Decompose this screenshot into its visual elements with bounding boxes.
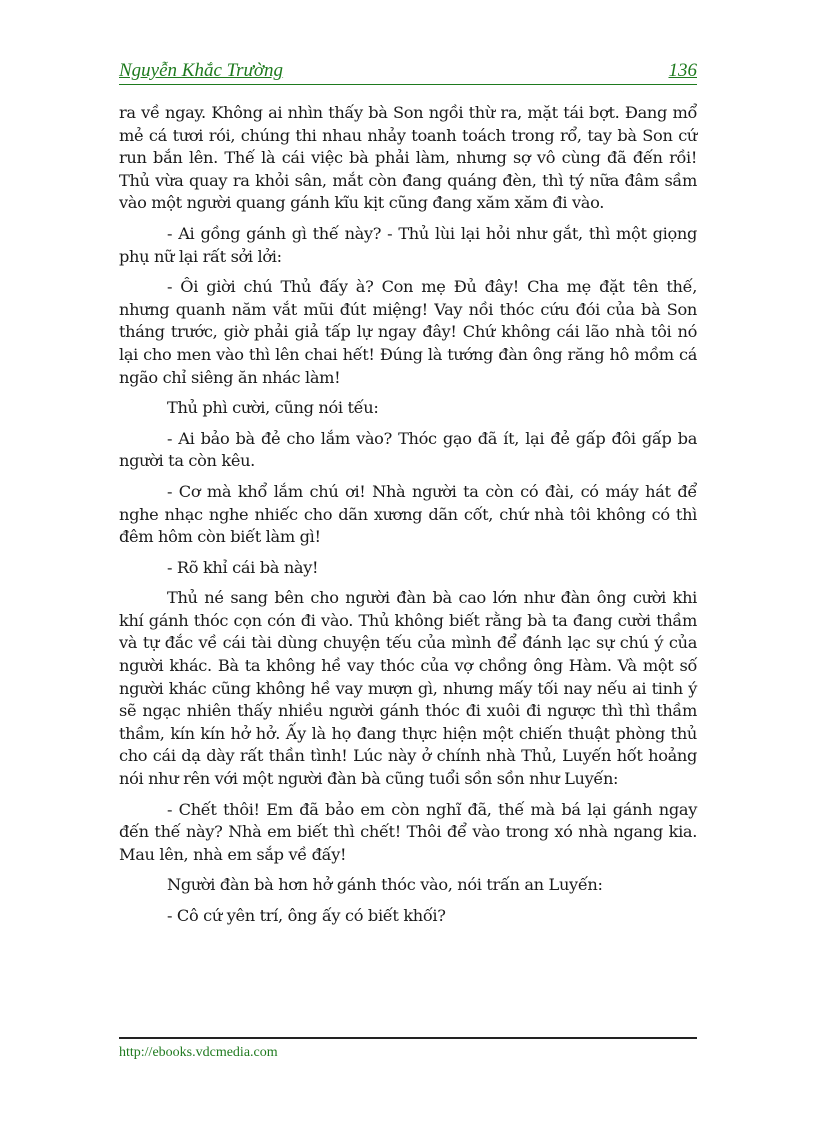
paragraph: Thủ phì cười, cũng nói tếu:	[167, 398, 379, 418]
paragraph: ra về ngay. Không ai nhìn thấy bà Son ngồi thừ ra, mặt tái bợt. Đang mổ mẻ cá tươi rói, chúng thi nhau nhảy toanh toách trong rổ, tay bà Son cứ run bắn lên. Thế là cái việc bà phải làm, nhưng sợ vô cùng đã đến rồi! Thủ vừa quay ra khỏi sân, mắt còn đang quáng đèn, thì tý nữa đâm sầm vào một người quang gánh kĩu kịt cũng đang xăm xăm đi vào.	[119, 103, 697, 213]
paragraph: Người đàn bà hơn hở gánh thóc vào, nói trấn an Luyến:	[167, 875, 603, 895]
page-body	[119, 102, 697, 936]
paragraph: - Ôi giời chú Thủ đấy à? Con mẹ Đủ đây! Cha mẹ đặt tên thế, nhưng quanh năm vắt mũi đút miệng! Vay nồi thóc cứu đói của bà Son tháng trước, giờ phải giả tấp lự ngay đây! Chứ không cái lão nhà tôi nó lại cho men vào thì lên chai hết! Đúng là tướng đàn ông răng hô mồm cá ngão chỉ siêng ăn nhác làm!	[119, 277, 697, 387]
page-header	[119, 60, 697, 85]
page-number: 136	[668, 60, 697, 81]
footer-url[interactable]: http://ebooks.vdcmedia.com	[119, 1045, 278, 1060]
paragraph: - Cô cứ yên trí, ông ấy có biết khối?	[167, 906, 446, 925]
footer-divider	[119, 1037, 697, 1039]
paragraph: - Ai bảo bà đẻ cho lắm vào? Thóc gạo đã ít, lại đẻ gấp đôi gấp ba người ta còn kêu.	[119, 428, 697, 471]
paragraph: - Rõ khỉ cái bà này!	[167, 557, 319, 577]
paragraph: Thủ né sang bên cho người đàn bà cao lớn như đàn ông cười khi khí gánh thóc cọn cón đi vào. Thủ không biết rằng bà ta đang cười thầm và tự đắc về cái tài dùng chuyện tếu của mình để đánh lạc sự chú ý của người khác. Bà ta không hề vay thóc của vợ chồng ông Hàm. Và một số người khác cũng không hề vay mượn gì, nhưng mấy tối nay nếu ai tinh ý sẽ ngạc nhiên thấy nhiều người gánh thóc đi xuôi đi ngược thì thì thầm thầm, kín kín hở hở. Ấy là họ đang thực hiện một chiến thuật phòng thủ cho cái dạ dày rất thần tình! Lúc này ở chính nhà Thủ, Luyến hốt hoảng nói như rên với một người đàn bà cũng tuổi sồn sồn như Luyến:	[119, 588, 697, 789]
paragraph: - Ai gồng gánh gì thế này? - Thủ lùi lại hỏi như gắt, thì một giọng phụ nữ lại rất sởi lởi:	[119, 223, 697, 266]
paragraph: - Chết thôi! Em đã bảo em còn nghĩ đã, thế mà bá lại gánh ngay đến thế này? Nhà em biết thì chết! Thôi để vào trong xó nhà ngang kia. Mau lên, nhà em sắp về đấy!	[119, 799, 697, 864]
paragraph: - Cơ mà khổ lắm chú ơi! Nhà người ta còn có đài, có máy hát để nghe nhạc nghe nhiếc cho dãn xương dãn cốt, chứ nhà tôi không có thì đêm hôm còn biết làm gì!	[119, 481, 697, 547]
author-name: Nguyễn Khắc Trường	[119, 60, 284, 81]
